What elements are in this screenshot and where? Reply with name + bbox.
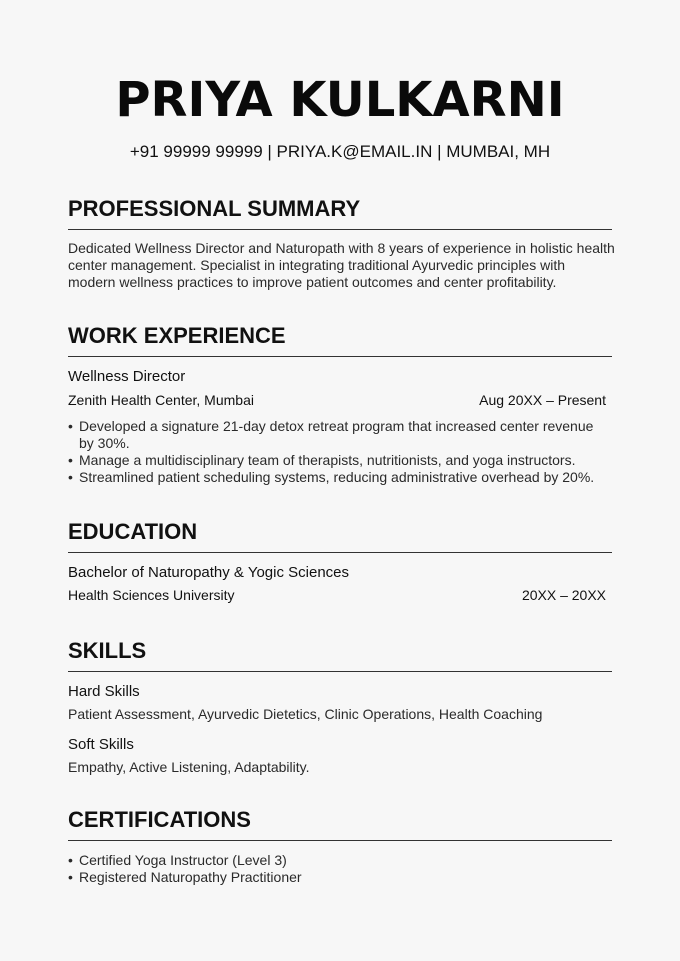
bullet-icon: • [68,418,73,434]
job-role: Wellness Director [68,368,186,385]
skill-group-text: Patient Assessment, Ayurvedic Dietetics, Clinic Operations, Health Coaching [68,706,543,722]
job-entry [68,367,612,486]
list-item [68,452,612,469]
bullet-icon: • [68,869,73,885]
skill-group-text: Empathy, Active Listening, Adaptability. [68,759,310,775]
education-meta-row [68,585,606,605]
list-item [68,418,612,452]
list-item [68,869,612,886]
bullet-icon: • [68,452,73,468]
list-item [68,469,612,486]
education-dates: 20XX – 20XX [521,587,606,603]
skill-group-heading: Hard Skills [68,683,140,700]
skills-section [68,637,612,777]
bullet-icon: • [68,469,73,485]
experience-heading: WORK EXPERIENCE [68,322,612,357]
skills-heading: SKILLS [68,637,612,672]
certifications-section [68,806,612,886]
summary-heading: PROFESSIONAL SUMMARY [68,195,612,230]
certification-text: Certified Yoga Instructor (Level 3) [79,852,287,868]
contact-line: +91 99999 99999 | PRIYA.K@EMAIL.IN | MUMBAI, MH [129,142,551,161]
bullet-icon: • [68,852,73,868]
certification-text: Registered Naturopathy Practitioner [79,869,302,885]
list-item [68,852,612,869]
school-name: Health Sciences University [68,587,235,603]
job-meta-row [68,390,606,410]
summary-text: Dedicated Wellness Director and Naturopath with 8 years of experience in holistic health center management. Specialist in integrating traditional Ayurvedic principles with modern wellness practices to improve patient outcomes and center profitability. [68,240,615,290]
education-section [68,518,612,605]
certifications-list [68,852,612,886]
candidate-name: PRIYA KULKARNI [115,72,565,128]
certifications-heading: CERTIFICATIONS [68,806,612,841]
experience-section [68,322,612,486]
degree-title: Bachelor of Naturopathy & Yogic Sciences [68,564,350,581]
bullet-text: Streamlined patient scheduling systems, reducing administrative overhead by 20%. [79,469,595,485]
bullet-text: Developed a signature 21-day detox retreat program that increased center revenue by 30%. [79,418,594,451]
skill-group [68,735,612,777]
education-heading: EDUCATION [68,518,612,553]
skill-group [68,682,612,724]
job-bullets [68,418,612,486]
job-dates: Aug 20XX – Present [479,392,606,408]
bullet-text: Manage a multidisciplinary team of therapists, nutritionists, and yoga instructors. [79,452,576,468]
skill-group-heading: Soft Skills [68,736,134,753]
job-company: Zenith Health Center, Mumbai [68,392,254,408]
summary-section [68,195,615,291]
